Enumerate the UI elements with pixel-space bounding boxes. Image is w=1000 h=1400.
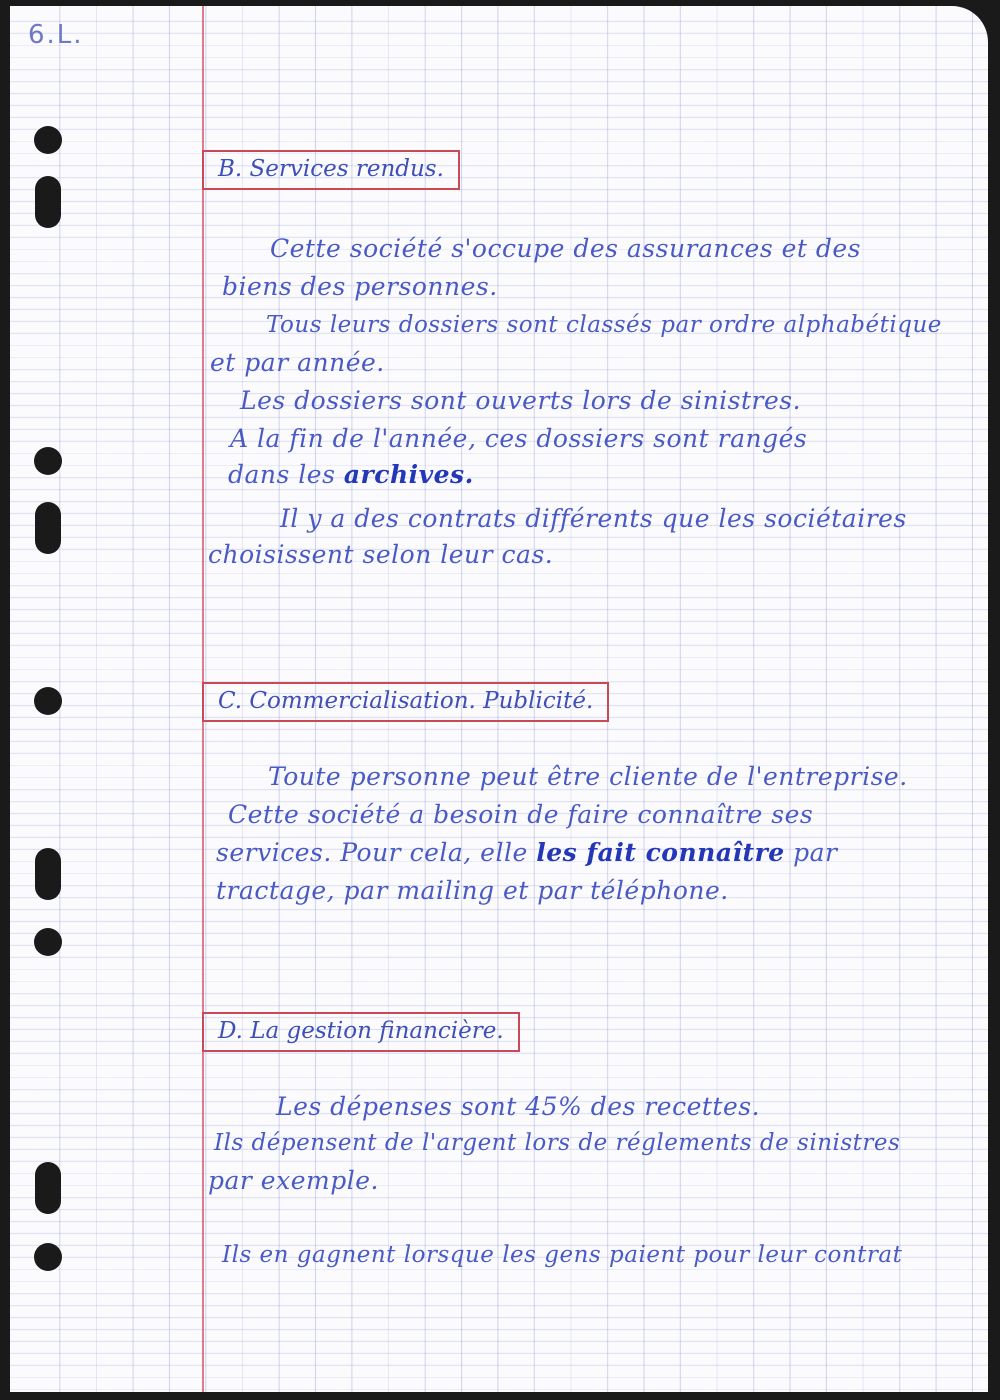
punch-hole [35, 1162, 61, 1214]
highlighted-word: archives. [343, 460, 474, 489]
text-line: Les dossiers sont ouverts lors de sinistres. [240, 386, 802, 415]
punch-hole [34, 126, 62, 154]
text-line [216, 838, 837, 867]
punch-hole [34, 1243, 62, 1271]
highlighted-phrase: les fait connaître [536, 838, 785, 867]
text-line: choisissent selon leur cas. [208, 540, 554, 569]
text-line: par exemple. [208, 1166, 379, 1195]
section-heading-gestion: D. La gestion financière. [202, 1012, 520, 1052]
text-line: Cette société a besoin de faire connaître ses [228, 800, 814, 829]
text-line: Toute personne peut être cliente de l'entreprise. [268, 762, 908, 791]
text-line: Ils dépensent de l'argent lors de réglements de sinistres [214, 1130, 901, 1156]
section-heading-services: B. Services rendus. [202, 150, 460, 190]
punch-hole [34, 928, 62, 956]
punch-hole [35, 848, 61, 900]
text-line: tractage, par mailing et par téléphone. [216, 876, 729, 905]
text-line: Ils en gagnent lorsque les gens paient pour leur contrat [222, 1242, 903, 1268]
section-heading-commercialisation: C. Commercialisation. Publicité. [202, 682, 609, 722]
text-fragment: services. Pour cela, elle [216, 838, 528, 867]
punch-hole [35, 176, 61, 228]
text-line: Il y a des contrats différents que les sociétaires [280, 504, 907, 533]
punch-hole [34, 687, 62, 715]
text-line: Les dépenses sont 45% des recettes. [276, 1092, 761, 1121]
punch-hole [35, 502, 61, 554]
text-line [228, 460, 474, 489]
text-line: Cette société s'occupe des assurances et des [270, 234, 862, 263]
text-line: Tous leurs dossiers sont classés par ordre alphabétique [266, 312, 942, 338]
text-line: et par année. [210, 348, 385, 377]
punch-hole [34, 447, 62, 475]
notebook-page [10, 6, 988, 1392]
text-line: A la fin de l'année, ces dossiers sont rangés [230, 424, 808, 453]
text-fragment: dans les [228, 460, 336, 489]
text-line: biens des personnes. [222, 272, 498, 301]
text-fragment: par [793, 838, 838, 867]
corner-note: 6.L. [28, 20, 84, 50]
